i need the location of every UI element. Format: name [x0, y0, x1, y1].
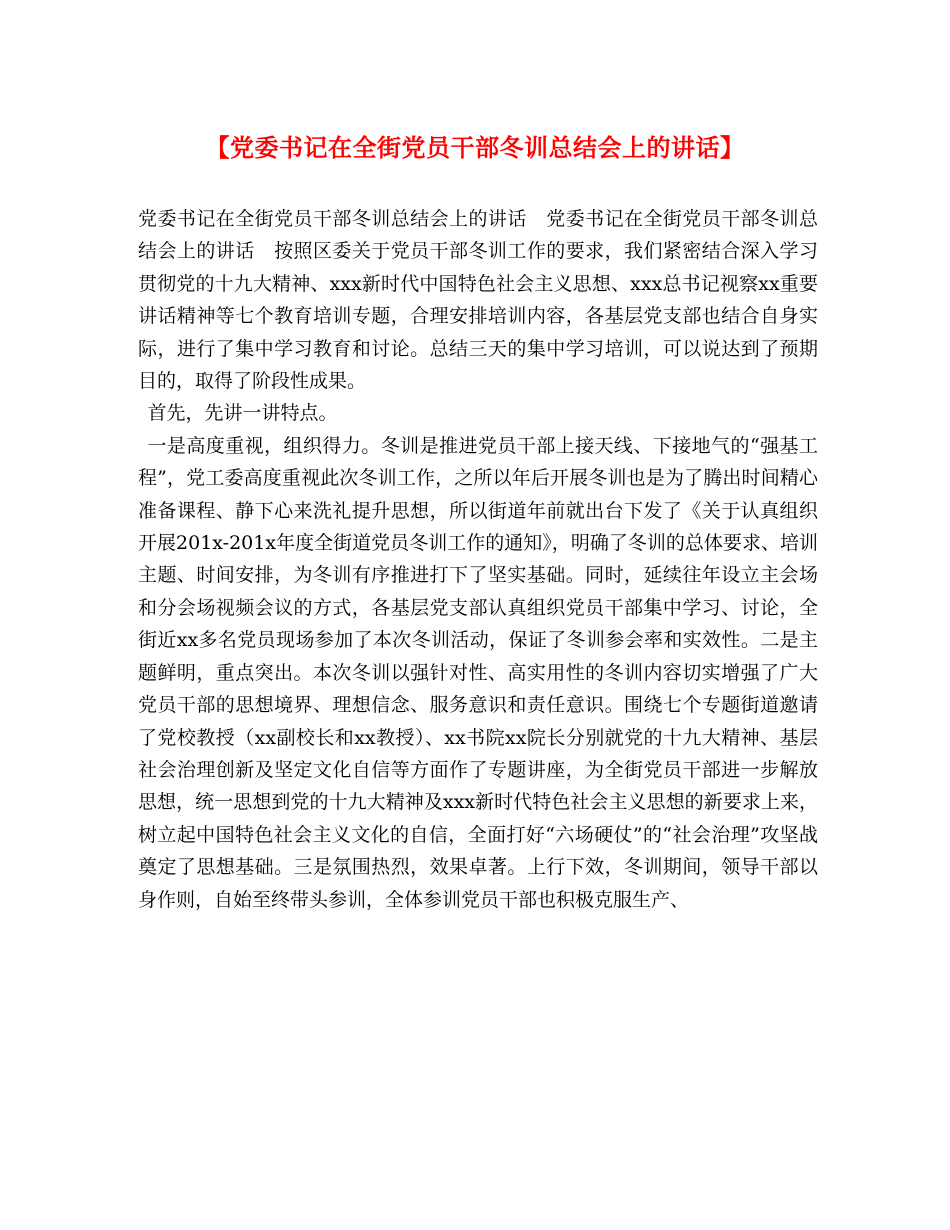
- document-body: [138, 203, 818, 916]
- paragraph-first-point: 首先，先讲一讲特点。: [147, 402, 338, 425]
- paragraph-characteristics: 一是高度重视，组织得力。冬训是推进党员干部上接天线、下接地气的“强基工程”，党工委高度重视此次冬训工作，之所以年后开展冬训也是为了腾出时间精心准备课程、静下心来洗礼提升思想，所以街道年前就出台下发了《关于认真组织开展201x-201x年度全街道党员冬训工作的通知》，明确了冬训的总体要求、培训主题、时间安排，为冬训有序推进打下了坚实基础。同时，延续往年设立主会场和分会场视频会议的方式，各基层党支部认真组织党员干部集中学习、讨论，全街近xx多名党员现场参加了本次冬训活动，保证了冬训参会率和实效性。二是主题鲜明，重点突出。本次冬训以强针对性、高实用性的冬训内容切实增强了广大党员干部的思想境界、理想信念、服务意识和责任意识。围绕七个专题街道邀请了党校教授（xx副校长和xx教授）、xx书院xx院长分别就党的十九大精神、基层社会治理创新及坚定文化自信等方面作了专题讲座，为全街党员干部进一步解放思想，统一思想到党的十九大精神及xxx新时代特色社会主义思想的新要求上来，树立起中国特色社会主义文化的自信，全面打好“六场硬仗”的“社会治理”攻坚战奠定了思想基础。三是氛围热烈，效果卓著。上行下效，冬训期间，领导干部以身作则，自始至终带头参训，全体参训党员干部也积极克服生产、: [138, 434, 818, 911]
- document-title: 【党委书记在全街党员干部冬训总结会上的讲话】: [205, 133, 745, 162]
- paragraph-intro: 党委书记在全街党员干部冬训总结会上的讲话 党委书记在全街党员干部冬训总结会上的讲话 按照区委关于党员干部冬训工作的要求，我们紧密结合深入学习贯彻党的十九大精神、xxx新时代中国特色社会主义思想、xxx总书记视察xx重要讲话精神等七个教育培训专题，合理安排培训内容，各基层党支部也结合自身实际，进行了集中学习教育和讨论。总结三天的集中学习培训，可以说达到了预期目的，取得了阶段性成果。: [138, 208, 818, 393]
